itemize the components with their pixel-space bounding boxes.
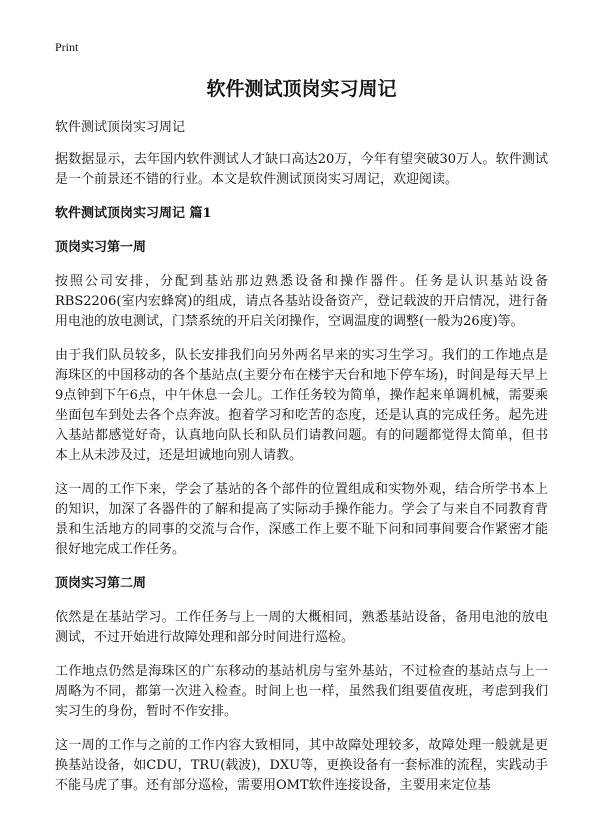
body-paragraph: 依然是在基站学习。工作任务与上一周的大概相同，熟悉基站设备，备用电池的放电测试，不过开始进行故障处理和部分时间进行巡检。 — [55, 610, 548, 645]
body-paragraph: 工作地点仍然是海珠区的广东移动的基站机房与室外基站，不过检查的基站点与上一周略为不同，都第一次进入检查。时间上也一样，虽然我们组要值夜班，考虑到我们实习生的身份，暂时不作安排。 — [55, 664, 548, 719]
print-label[interactable]: Print — [55, 40, 79, 54]
body-paragraph: 按照公司安排，分配到基站那边熟悉设备和操作器件。任务是认识基站设备RBS2206(室内宏蜂窝)的组成，请点各基站设备资产，登记载波的开启情况，进行备用电池的放电测试，门禁系统的开启关闭操作，空调温度的调整(一般为26度)等。 — [55, 274, 548, 329]
body-paragraph: 这一周的工作与之前的工作内容大致相同，其中故障处理较多，故障处理一般就是更换基站设备，如CDU，TRU(载波)，DXU等，更换设备有一套标准的流程，实践动手不能马虎了事。还有部分巡检，需要用OMT软件连接设备，主要用来定位基 — [55, 738, 548, 793]
page-title: 软件测试顶岗实习周记 — [206, 78, 397, 100]
week-two-heading: 顶岗实习第二周 — [55, 576, 147, 591]
body-paragraph: 由于我们队员较多，队长安排我们向另外两名早来的实习生学习。我们的工作地点是海珠区的中国移动的各个基站点(主要分布在楼宇天台和地下停车场)，时间是每天早上9点钟到下午6点，中午休息一会儿。工作任务较为简单，操作起来单调机械，需要乘坐面包车到处去各个点奔波。抱着学习和吃苦的态度，还是认真的完成任务。起先进入基站都感觉好奇，认真地向队长和队员们请教问题。有的问题都觉得太简单，但书本上从未涉及过，还是坦诚地向别人请教。 — [55, 348, 548, 463]
intro-paragraph: 据数据显示，去年国内软件测试人才缺口高达20万，今年有望突破30万人。软件测试是一个前景还不错的行业。本文是软件测试顶岗实习周记，欢迎阅读。 — [55, 152, 548, 187]
week-one-heading: 顶岗实习第一周 — [55, 240, 147, 255]
document-subtitle: 软件测试顶岗实习周记 — [55, 120, 186, 135]
body-paragraph: 这一周的工作下来，学会了基站的各个部件的位置组成和实物外观，结合所学书本上的知识，加深了各器件的了解和提高了实际动手操作能力。学会了与来自不同教育背景和生活地方的同事的交流与合作，深感工作上要不耻下问和同事间要合作紧密才能很好地完成工作任务。 — [55, 482, 548, 557]
article-heading: 软件测试顶岗实习周记 篇1 — [55, 206, 212, 221]
